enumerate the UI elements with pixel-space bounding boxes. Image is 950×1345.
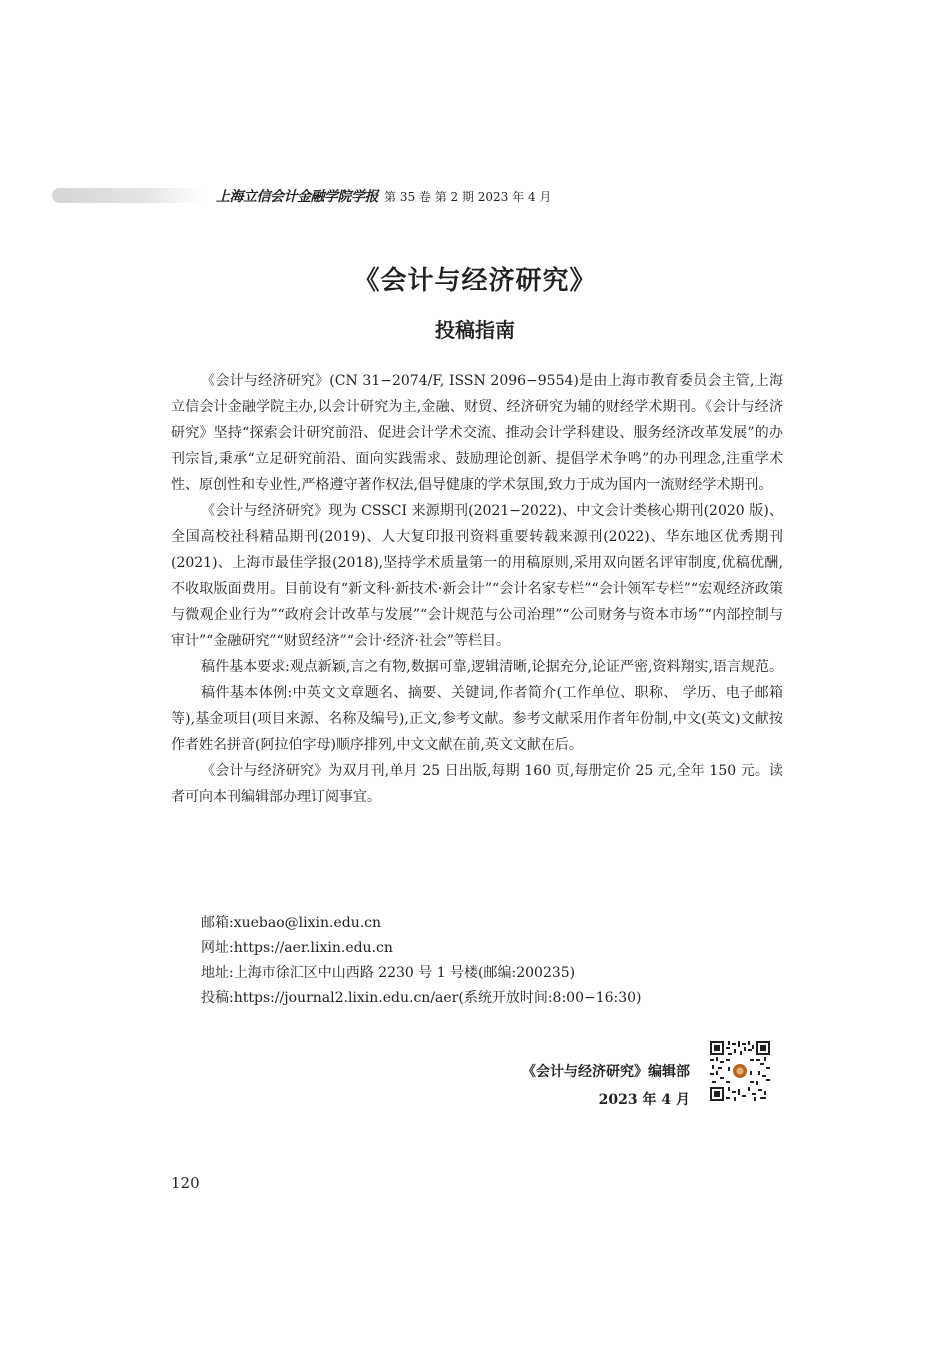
- email-line[interactable]: 邮箱:xuebao@lixin.edu.cn: [201, 915, 382, 931]
- paragraph-requirements: 稿件基本要求:观点新颖,言之有物,数据可靠,逻辑清晰,论据充分,论证严密,资料翔实,语言规范。: [201, 659, 783, 675]
- address-line: 地址:上海市徐汇区中山西路 2230 号 1 号楼(邮编:200235): [201, 965, 576, 981]
- running-header: [216, 186, 551, 206]
- page-number: 120: [171, 1174, 200, 1192]
- paragraph-indexing: 《会计与经济研究》现为 CSSCI 来源期刊(2021−2022)、中文会计类核心期刊(2020 版)、全国高校社科精品期刊(2019)、人大复印报刊资料重要转载来源刊(2022)、华东地区优秀期刊(2021)、上海市最佳学报(2018),坚持学术质量第一的用稿原则,采用双向匿名评审制度,优稿优酬,不收取版面费用。目前设有“新文科·新技术·新会计”“会计名家专栏”“会计领军专栏”“宏观经济政策与微观企业行为”“政府会计改革与发展”“会计规范与公司治理”“公司财务与资本市场”“内部控制与审计”“金融研究”“财贸经济”“会计·经济·社会”等栏目。: [171, 503, 783, 649]
- contact-info: [201, 911, 642, 1011]
- journal-name: 上海立信会计金融学院学报: [216, 189, 378, 205]
- editor-office: 《会计与经济研究》编辑部: [522, 1064, 690, 1080]
- website-line[interactable]: 网址:https://aer.lixin.edu.cn: [201, 940, 393, 956]
- submission-line[interactable]: 投稿:https://journal2.lixin.edu.cn/aer(系统开放时间:8:00−16:30): [201, 990, 642, 1006]
- guide-body: [171, 368, 783, 810]
- paragraph-format: 稿件基本体例:中英文文章题名、摘要、关键词,作者简介(工作单位、职称、 学历、电子邮箱等),基金项目(项目来源、名称及编号),正文,参考文献。参考文献采用作者年份制,中文(英文)文献按作者姓名拼音(阿拉伯字母)顺序排列,中文文献在前,英文文献在后。: [171, 685, 783, 753]
- issue-info: 第 35 卷 第 2 期 2023 年 4 月: [384, 189, 552, 204]
- signature-block: [522, 1058, 690, 1114]
- header-decoration-bar: [52, 188, 204, 203]
- paragraph-intro: 《会计与经济研究》(CN 31−2074/F, ISSN 2096−9554)是由上海市教育委员会主管,上海立信会计金融学院主办,以会计研究为主,金融、财贸、经济研究为辅的财经学术期刊。《会计与经济研究》坚持“探索会计研究前沿、促进会计学术交流、推动会计学科建设、服务经济改革发展”的办刊宗旨,秉承“立足研究前沿、面向实践需求、鼓励理论创新、提倡学术争鸣”的办刊理念,注重学术性、原创性和专业性,严格遵守著作权法,倡导健康的学术氛围,致力于成为国内一流财经学术期刊。: [171, 373, 783, 493]
- paragraph-subscription: 《会计与经济研究》为双月刊,单月 25 日出版,每期 160 页,每册定价 25 元,全年 150 元。读者可向本刊编辑部办理订阅事宜。: [171, 763, 783, 805]
- page-title: 《会计与经济研究》: [353, 266, 597, 296]
- signature-date: 2023 年 4 月: [598, 1092, 690, 1108]
- qr-code-icon: [710, 1041, 770, 1101]
- page-subtitle: 投稿指南: [435, 318, 515, 342]
